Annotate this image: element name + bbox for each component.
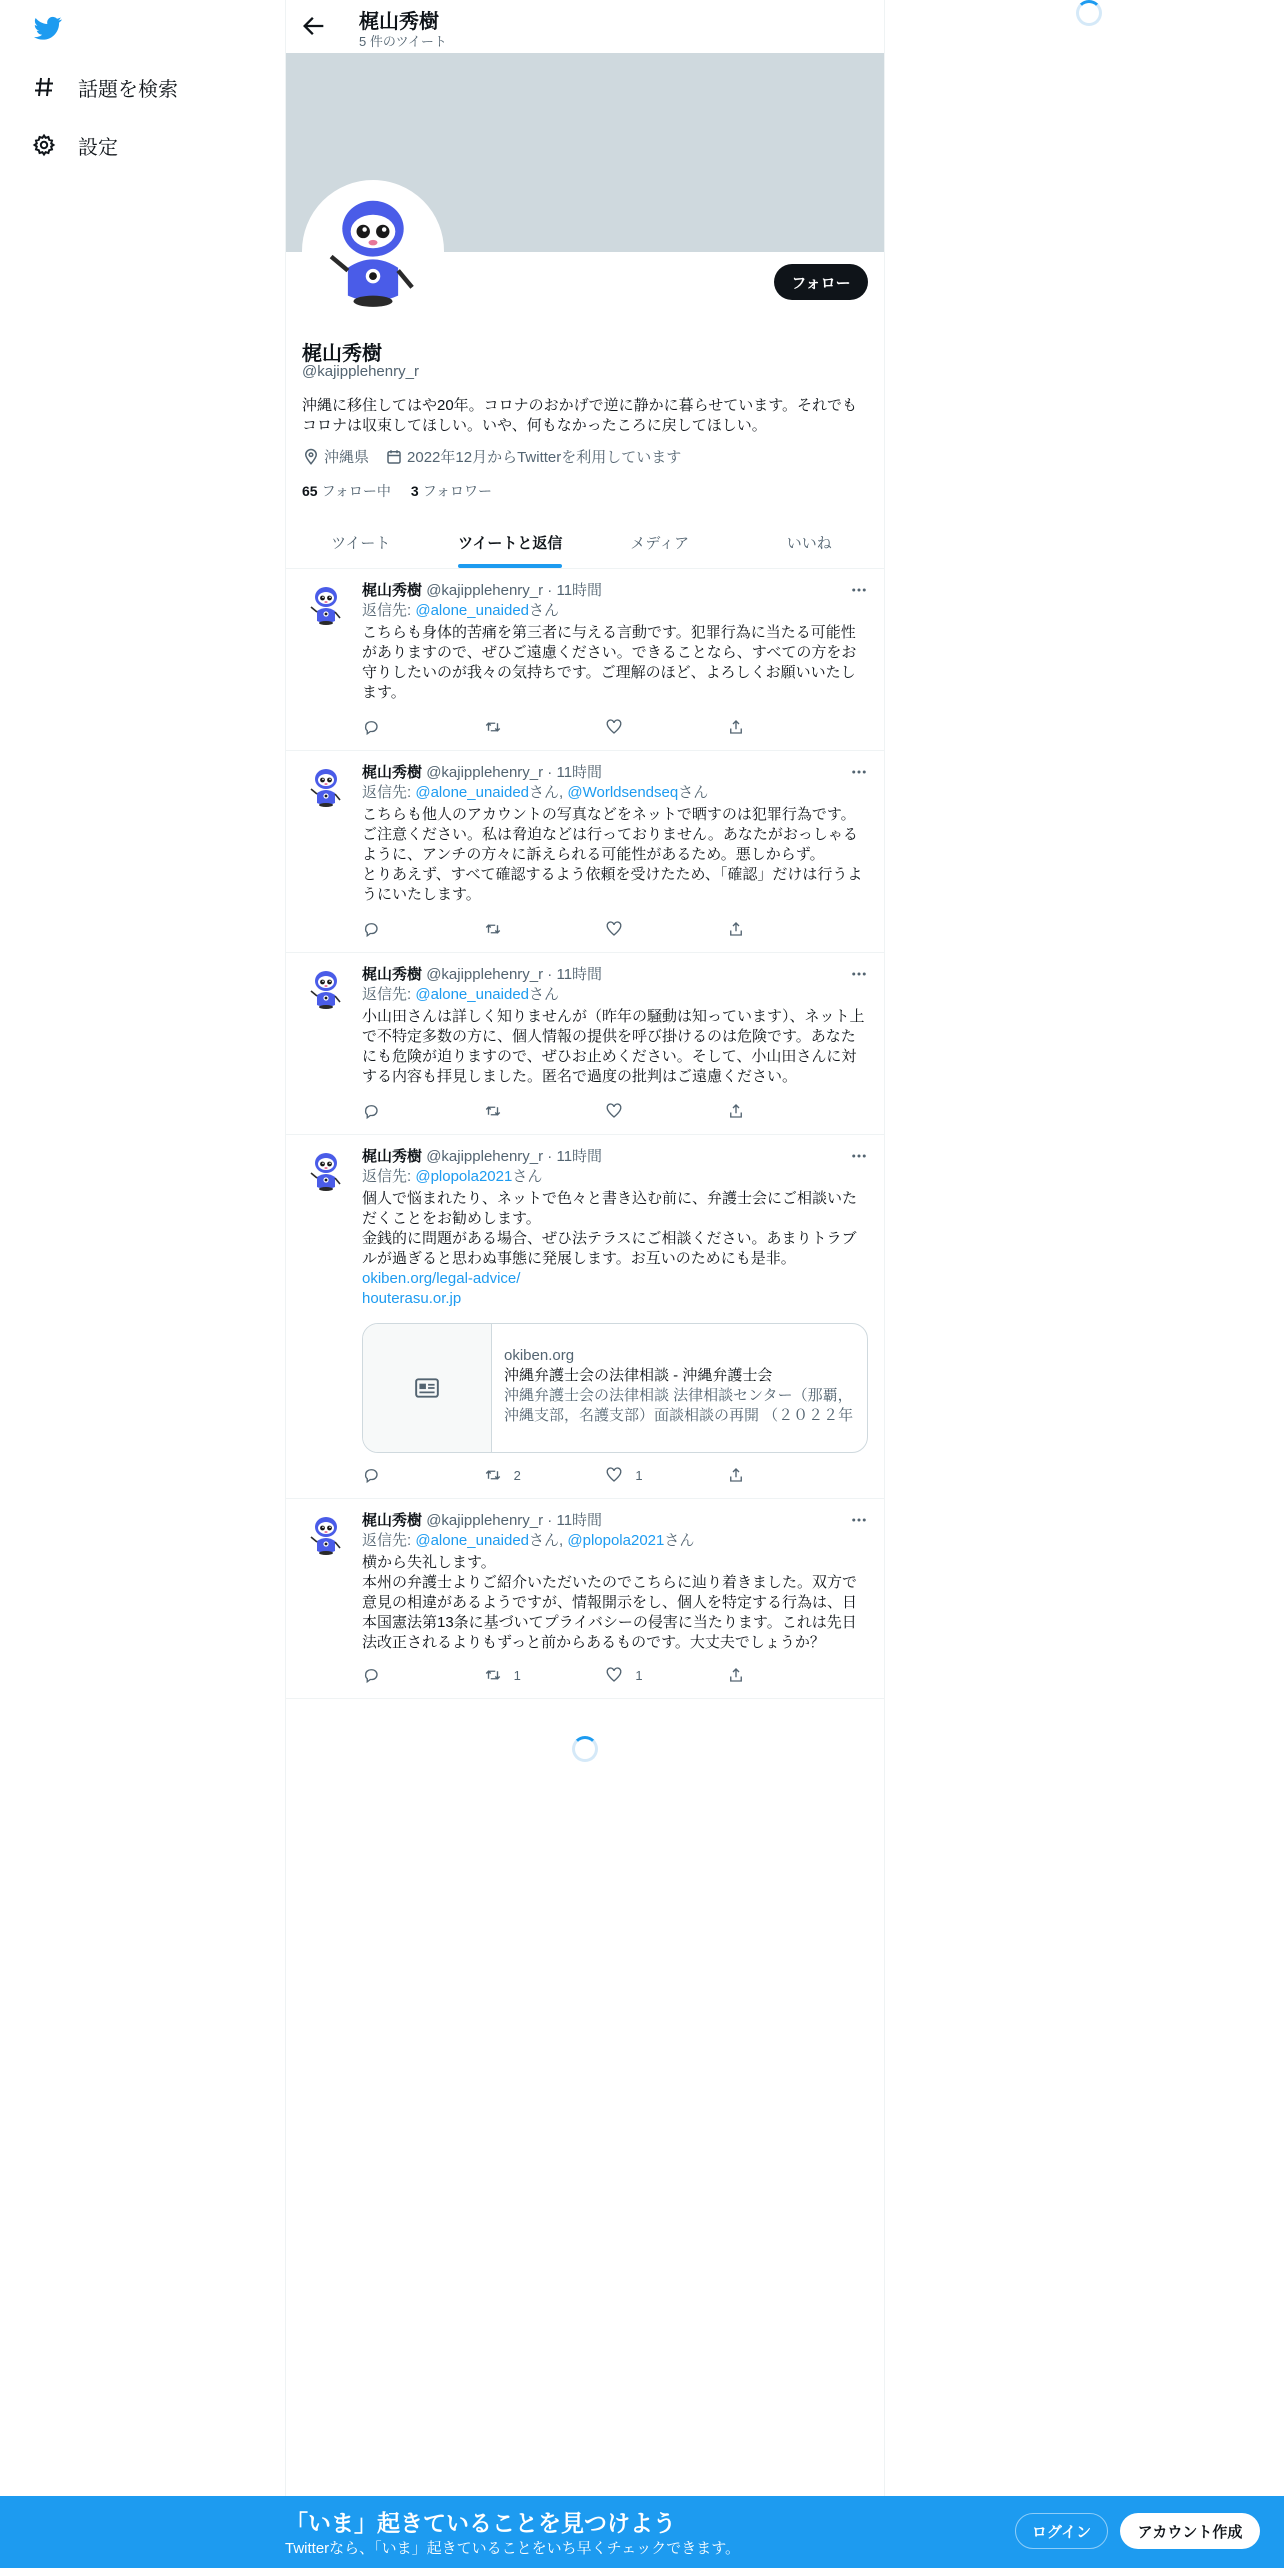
reply-prefix: 返信先: — [362, 1532, 416, 1549]
retweet-button[interactable] — [484, 1665, 544, 1685]
reply-suffix: さん — [529, 784, 560, 801]
reply-mention-link[interactable]: @plopola2021 — [567, 1532, 665, 1549]
reply-icon — [362, 718, 380, 736]
tweet-header — [362, 965, 868, 985]
reply-button[interactable] — [362, 1665, 422, 1685]
tweet-actions — [362, 1665, 787, 1685]
like-button[interactable] — [605, 919, 665, 939]
profile-bio: 沖縄に移住してはや20年。コロナのおかげで逆に静かに暮らせています。それでもコロナは収束してほしい。いや、何もなかったころに戻してほしい。 — [302, 397, 858, 434]
tweet-body — [362, 965, 868, 1087]
reply-suffix: さん — [512, 1168, 543, 1185]
reply-mention-link[interactable]: @plopola2021 — [415, 1168, 513, 1185]
tweet-actions — [362, 717, 787, 737]
card-domain: okiben.org — [504, 1347, 575, 1364]
location-pin-icon — [302, 448, 320, 466]
retweet-button[interactable] — [484, 1465, 544, 1485]
tweet-handle-time[interactable]: @kajipplehenry_r · 11時間 — [426, 1512, 603, 1529]
profile-tabs — [286, 516, 884, 569]
left-navigation — [0, 0, 285, 2568]
reply-suffix: さん — [529, 1532, 560, 1549]
tweet-text: こちらも他人のアカウントの写真などをネットで晒すのは犯罪行為です。ご注意ください。私は脅迫などは行っておりません。あなたがおっしゃるように、アンチの方々に訴えられる可能性があるため。悪しからず。 とりあえず、すべて確認するよう依頼を受けたため、「確認」だけは行うようにいたします。 — [362, 806, 863, 903]
retweet-icon — [484, 1666, 502, 1684]
loading-spinner-top — [1076, 0, 1102, 26]
reply-mention-link[interactable]: @alone_unaided — [415, 1532, 530, 1549]
retweet-icon — [484, 1102, 502, 1120]
tweet-text: 横から失礼します。 本州の弁護士よりご紹介いただいたのでこちらに辿り着きました。双方で意見の相違があるようですが、情報開示をし、個人を特定する行為は、日本国憲法第13条に基づいてプライバシーの侵害に当たります。これは先日法改正されるよりもずっと前からあるものです。大丈夫でしょうか？ — [362, 1554, 858, 1651]
likes-count: 1 — [635, 1667, 643, 1683]
tweet-body — [362, 763, 868, 905]
prompt-title: 「いま」起きていることを見つけよう — [285, 2510, 676, 2536]
tweet-header — [362, 1147, 868, 1167]
profile-avatar[interactable] — [302, 180, 444, 322]
retweets-count: 2 — [513, 1467, 521, 1483]
reply-icon — [362, 920, 380, 938]
reply-mention-link[interactable]: @alone_unaided — [415, 602, 530, 619]
retweet-button[interactable] — [484, 919, 544, 939]
back-arrow-icon[interactable] — [300, 12, 328, 40]
reply-suffix: さん — [664, 1532, 695, 1549]
tweet-actions — [362, 1465, 787, 1485]
share-button[interactable] — [727, 919, 787, 939]
article-icon — [414, 1375, 440, 1401]
profile-meta — [302, 446, 681, 467]
share-icon — [727, 1466, 745, 1484]
reply-to-line — [362, 601, 868, 621]
heart-icon — [605, 920, 623, 938]
nav-explore[interactable] — [32, 67, 178, 107]
tweet-handle-time[interactable]: @kajipplehenry_r · 11時間 — [426, 1148, 603, 1165]
tweet-avatar[interactable] — [302, 965, 350, 1013]
tweet-url-link[interactable]: okiben.org/legal-advice/ — [362, 1270, 521, 1287]
card-title: 沖縄弁護士会の法律相談 - 沖縄弁護士会 — [504, 1367, 773, 1384]
profile-location: 沖縄県 — [324, 449, 370, 466]
reply-prefix: 返信先: — [362, 784, 416, 801]
loading-spinner-timeline — [572, 1736, 598, 1762]
share-icon — [727, 920, 745, 938]
reply-button[interactable] — [362, 1101, 422, 1121]
share-icon — [727, 718, 745, 736]
tweet[interactable] — [286, 953, 884, 1135]
tweet[interactable] — [286, 1499, 884, 1699]
reply-icon — [362, 1102, 380, 1120]
tweet-handle-time[interactable]: @kajipplehenry_r · 11時間 — [426, 764, 603, 781]
prompt-subtitle: Twitterなら、「いま」起きていることをいち早くチェックできます。 — [285, 2540, 741, 2557]
following-link[interactable]: 65 フォロー中 — [302, 483, 391, 499]
tweet-actions — [362, 1101, 787, 1121]
tweet[interactable] — [286, 569, 884, 751]
profile-column — [285, 0, 885, 2496]
tweet-author-name[interactable]: 梶山秀樹 — [362, 1148, 423, 1165]
tab-tweets[interactable]: ツイート — [331, 534, 391, 552]
retweet-icon — [484, 920, 502, 938]
tweet-author-name[interactable]: 梶山秀樹 — [362, 966, 423, 983]
follow-button[interactable]: フォロー — [774, 264, 868, 300]
share-icon — [727, 1666, 745, 1684]
share-button[interactable] — [727, 1101, 787, 1121]
share-button[interactable] — [727, 1665, 787, 1685]
header-tweet-count: 5 件のツイート — [359, 34, 447, 49]
heart-icon — [605, 1102, 623, 1120]
card-description: 沖縄弁護士会の法律相談 法律相談センター（那覇， — [504, 1387, 853, 1404]
tweet-author-name[interactable]: 梶山秀樹 — [362, 764, 423, 781]
reply-suffix: さん — [529, 986, 560, 1003]
tab-media[interactable]: メディア — [630, 534, 690, 552]
followers-link[interactable]: 3 フォロワー — [410, 483, 492, 499]
card-description: 沖縄支部，名護支部）面談相談の再開 （２０２２年 — [504, 1407, 854, 1424]
calendar-icon — [385, 448, 403, 466]
reply-suffix: さん — [678, 784, 709, 801]
tweet-body — [362, 1511, 868, 1653]
tweet-handle-time[interactable]: @kajipplehenry_r · 11時間 — [426, 966, 603, 983]
tweet-text: こちらも身体的苦痛を第三者に与える言動です。犯罪行為に当たる可能性がありますので、ぜひご遠慮ください。できることなら、すべての方をお守りしたいのが我々の気持ちです。ご理解のほど、よろしくお願いいたします。 — [362, 624, 857, 701]
header-name: 梶山秀樹 — [359, 11, 439, 33]
reply-mention-link[interactable]: @alone_unaided — [415, 986, 530, 1003]
reply-to-line — [362, 1167, 868, 1187]
tweet-actions — [362, 919, 787, 939]
tweet-handle-time[interactable]: @kajipplehenry_r · 11時間 — [426, 582, 603, 599]
signup-button[interactable]: アカウント作成 — [1120, 2513, 1260, 2549]
tweet-url-link[interactable]: houterasu.or.jp — [362, 1290, 462, 1307]
nav-explore-label: 話題を検索 — [78, 78, 178, 101]
hashtag-icon — [32, 75, 56, 99]
retweet-icon — [484, 718, 502, 736]
tweet-header — [362, 1511, 868, 1531]
like-button[interactable] — [605, 1465, 665, 1485]
tweet-avatar[interactable] — [302, 763, 350, 811]
tweet-avatar[interactable] — [302, 581, 350, 629]
reply-to-line: 返信先: @alone_unaidedさん, @Worldsendseqさん — [362, 784, 709, 801]
tweet-author-name[interactable]: 梶山秀樹 — [362, 1512, 423, 1529]
profile-joined: 2022年12月からTwitterを利用しています — [407, 449, 682, 466]
profile-name: 梶山秀樹 — [302, 343, 382, 365]
tweet[interactable] — [286, 751, 884, 953]
profile-header — [286, 0, 884, 53]
reply-prefix: 返信先: — [362, 1168, 416, 1185]
reply-icon — [362, 1466, 380, 1484]
reply-to-line: 返信先: @alone_unaidedさん, @plopola2021さん — [362, 1532, 695, 1549]
reply-icon — [362, 1666, 380, 1684]
signup-prompt-bar — [0, 2496, 1284, 2568]
twitter-bird-icon[interactable] — [32, 14, 64, 42]
heart-icon — [605, 1466, 623, 1484]
nav-settings-label: 設定 — [78, 136, 118, 159]
reply-prefix: 返信先: — [362, 986, 416, 1003]
tweet-avatar[interactable] — [302, 1511, 350, 1559]
tweet-body — [362, 581, 868, 703]
nav-settings[interactable] — [32, 125, 118, 165]
tab-likes[interactable]: いいね — [786, 534, 832, 552]
share-button[interactable] — [727, 717, 787, 737]
heart-icon — [605, 1666, 623, 1684]
likes-count: 1 — [635, 1467, 643, 1483]
tweet-header — [362, 581, 868, 601]
tab-tweets-and-replies[interactable]: ツイートと返信 — [436, 516, 586, 568]
heart-icon — [605, 718, 623, 736]
tweet-author-name[interactable]: 梶山秀樹 — [362, 582, 423, 599]
retweets-count: 1 — [513, 1667, 521, 1683]
tweet[interactable] — [286, 1135, 884, 1499]
profile-handle: @kajipplehenry_r — [302, 363, 419, 380]
reply-to-line — [362, 985, 868, 1005]
retweet-button[interactable] — [484, 717, 544, 737]
reply-button[interactable] — [362, 717, 422, 737]
share-button[interactable] — [727, 1465, 787, 1485]
reply-button[interactable] — [362, 919, 422, 939]
reply-button[interactable] — [362, 1465, 422, 1485]
tweet-text: 小山田さんは詳しく知りませんが（昨年の騒動は知っています）、ネット上で不特定多数の方に、個人情報の提供を呼び掛けるのは危険です。あなたにも危険が迫りますので、ぜひお止めください。そして、小山田さんに対する内容も拝見しました。匿名で過度の批判はご遠慮ください。 — [362, 1008, 865, 1085]
login-button[interactable]: ログイン — [1015, 2513, 1108, 2549]
like-button[interactable] — [605, 1101, 665, 1121]
card-thumbnail — [363, 1324, 492, 1452]
reply-mention-link[interactable]: @Worldsendseq — [567, 784, 679, 801]
tweet-avatar[interactable] — [302, 1147, 350, 1195]
retweet-button[interactable] — [484, 1101, 544, 1121]
reply-suffix: さん — [529, 602, 560, 619]
tweet-text: 個人で悩まれたり、ネットで色々と書き込む前に、弁護士会にご相談いただくことをお勧めします。 金銭的に問題がある場合、ぜひ法テラスにご相談ください。あまりトラブルが過ぎると思わぬ事態に発展します。お互いのためにも是非。 — [362, 1190, 858, 1267]
gear-icon — [32, 133, 56, 157]
link-preview-card[interactable] — [362, 1323, 868, 1453]
like-button[interactable] — [605, 717, 665, 737]
reply-mention-link[interactable]: @alone_unaided — [415, 784, 530, 801]
retweet-icon — [484, 1466, 502, 1484]
card-text — [504, 1346, 859, 1426]
tweet-body — [362, 1147, 868, 1309]
profile-follow-counts — [302, 481, 492, 501]
share-icon — [727, 1102, 745, 1120]
tweet-header — [362, 763, 868, 783]
like-button[interactable] — [605, 1665, 665, 1685]
reply-prefix: 返信先: — [362, 602, 416, 619]
